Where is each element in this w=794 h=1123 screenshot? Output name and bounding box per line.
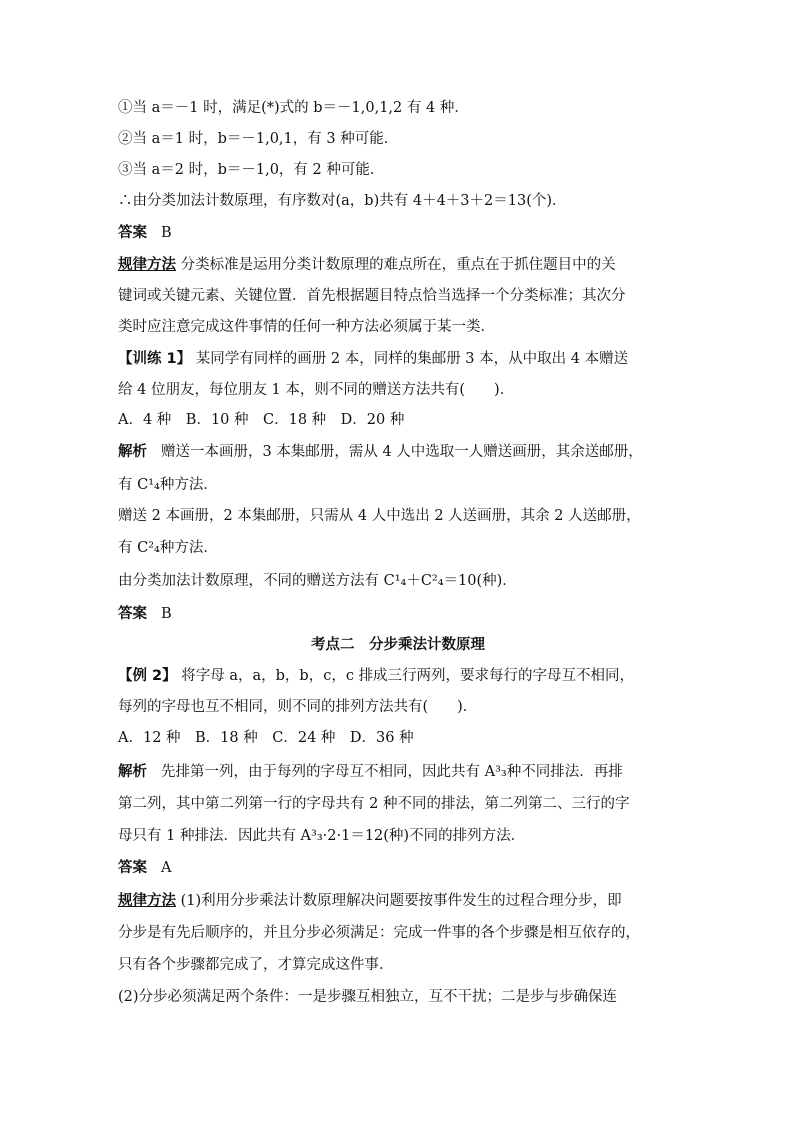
analysis-line-3: 赠送 2 本画册，2 本集邮册，只需从 4 人中选出 2 人送画册，其余 2 人送邮册， <box>118 508 641 524</box>
analysis-label: 解析 <box>118 444 147 460</box>
training-label: 【训练 1】 <box>118 351 192 367</box>
method-line-3: 类时应注意完成这件事情的任何一种方法必须属于某一类． <box>118 319 495 335</box>
analysis-label-2: 解析 <box>118 764 147 780</box>
answer-value: B <box>161 225 172 241</box>
section-heading: 考点二 分步乘法计数原理 <box>311 637 485 653</box>
analysis-text-1: 赠送一本画册，3 本集邮册，需从 4 人中选取一人赠送画册，其余送邮册， <box>161 444 643 460</box>
method-label: 规律方法 <box>118 257 176 273</box>
example-line-2: 每列的字母也互不相同，则不同的排列方法共有( )． <box>118 699 478 715</box>
answer-label: 答案 <box>118 225 147 241</box>
method2-line-4: (2)分步必须满足两个条件：一是步骤互相独立，互不干扰；二是步与步确保连 <box>118 989 618 1005</box>
analysis-line-5: 由分类加法计数原理，不同的赠送方法有 C¹₄＋C²₄＝10(种)． <box>118 573 517 589</box>
method-label-2: 规律方法 <box>118 893 176 909</box>
answer-line-1 <box>118 223 688 243</box>
analysis2-line-2: 第二列，其中第二列第一行的字母共有 2 种不同的排法，第二列第二、三行的字 <box>118 796 630 812</box>
analysis2-line-3: 母只有 1 种排法．因此共有 A³₃·2·1＝12(种)不同的排列方法． <box>118 828 526 844</box>
analysis-line-1 <box>118 442 688 462</box>
training-options: A．4 种 B．10 种 C．18 种 D．20 种 <box>118 412 405 428</box>
analysis-line-4: 有 C²₄种方法． <box>118 540 218 556</box>
case-line-1: ①当 a＝－1 时，满足(*)式的 b＝－1,0,1,2 有 4 种． <box>118 100 469 116</box>
analysis2-text-1: 先排第一列，由于每列的字母互不相同，因此共有 A³₃种不同排法．再排 <box>161 764 623 780</box>
method-text-1: 分类标准是运用分类计数原理的难点所在，重点在于抓住题目中的关 <box>176 257 616 273</box>
analysis2-line-1 <box>118 762 688 782</box>
training-text-1: 某同学有同样的画册 2 本，同样的集邮册 3 本，从中取出 4 本赠送 <box>191 351 629 367</box>
answer-value-2: B <box>161 606 172 622</box>
training-line-1 <box>118 349 688 369</box>
answer-line-3 <box>118 858 688 878</box>
analysis-line-2: 有 C¹₄种方法． <box>118 477 218 493</box>
example-options: A．12 种 B．18 种 C．24 种 D．36 种 <box>118 730 414 746</box>
example-text-1: 将字母 a，a，b，b，c，c 排成三行两列，要求每行的字母互不相同， <box>176 668 635 684</box>
method2-line-2: 分步是有先后顺序的，并且分步必须满足：完成一件事的各个步骤是相互依存的， <box>118 925 640 941</box>
method2-text-1: (1)利用分步乘法计数原理解决问题要按事件发生的过程合理分步，即 <box>176 893 622 909</box>
method-line-1 <box>118 255 688 275</box>
case-line-2: ②当 a＝1 时，b＝－1,0,1，有 3 种可能． <box>118 131 399 147</box>
case-line-3: ③当 a＝2 时，b＝－1,0，有 2 种可能． <box>118 162 385 178</box>
answer-label-3: 答案 <box>118 860 147 876</box>
answer-line-2 <box>118 604 688 624</box>
answer-value-3: A <box>161 860 172 876</box>
method-line-2: 键词或关键元素、关键位置．首先根据题目特点恰当选择一个分类标准；其次分 <box>118 288 626 304</box>
conclusion-line: ∴由分类加法计数原理，有序数对(a，b)共有 4＋4＋3＋2＝13(个)． <box>118 193 567 209</box>
example-label: 【例 2】 <box>118 668 177 684</box>
example-line-1 <box>118 666 688 686</box>
training-line-2: 给 4 位朋友，每位朋友 1 本，则不同的赠送方法共有( )． <box>118 382 515 398</box>
answer-label-2: 答案 <box>118 606 147 622</box>
method2-line-1 <box>118 891 688 911</box>
method2-line-3: 只有各个步骤都完成了，才算完成这件事． <box>118 957 394 973</box>
